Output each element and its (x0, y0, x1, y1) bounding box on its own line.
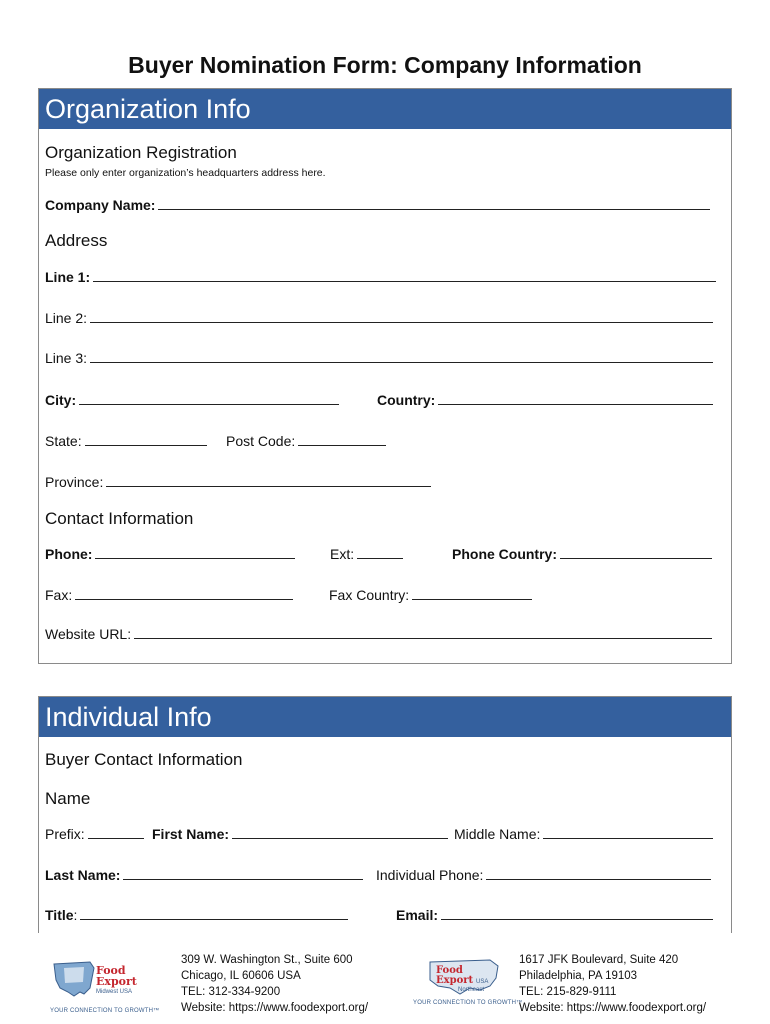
first-name-field[interactable] (232, 827, 448, 839)
organization-registration-title: Organization Registration (45, 143, 237, 162)
address-title: Address (45, 231, 108, 250)
line2-field[interactable] (90, 311, 713, 323)
midwest-address-block (181, 952, 368, 1016)
website-row (45, 626, 712, 642)
individual-phone-row (376, 867, 711, 883)
form-title: Buyer Nomination Form: Company Information (128, 52, 642, 78)
contact-information-title: Contact Information (45, 509, 194, 528)
country-row (377, 392, 713, 408)
postcode-label: Post Code: (226, 433, 296, 449)
individual-info-header: Individual Info (39, 697, 731, 737)
midwest-tagline: YOUR CONNECTION TO GROWTH™ (50, 1008, 160, 1014)
fax-country-label: Fax Country: (329, 587, 410, 603)
midwest-address-line1: 309 W. Washington St., Suite 600 (181, 954, 353, 966)
food-export-northeast-logo (410, 956, 522, 1006)
food-export-midwest-logo (50, 958, 160, 1014)
email-label: Email: (396, 907, 439, 923)
fax-label: Fax: (45, 587, 73, 603)
job-title-label: Title (45, 907, 74, 923)
state-row (45, 433, 207, 449)
line2-row (45, 310, 713, 326)
company-name-label: Company Name: (45, 197, 156, 213)
country-label: Country: (377, 392, 436, 408)
line1-label: Line 1: (45, 269, 91, 285)
logo-usa: USA (476, 979, 489, 985)
line3-row (45, 350, 713, 366)
northeast-address-line1: 1617 JFK Boulevard, Suite 420 (519, 954, 679, 966)
fax-row (45, 587, 293, 603)
last-name-field[interactable] (123, 868, 363, 880)
province-label: Province: (45, 474, 104, 490)
first-name-row (152, 826, 448, 842)
fax-country-row (329, 587, 532, 603)
line3-label: Line 3: (45, 350, 88, 366)
us-map-icon (410, 956, 510, 1000)
logo-word-food: Food (436, 965, 463, 976)
logo-word-export: Export (96, 975, 137, 988)
company-name-row (45, 197, 710, 213)
buyer-contact-title: Buyer Contact Information (45, 750, 243, 769)
line1-row (45, 269, 716, 285)
ext-row (330, 546, 403, 562)
city-label: City: (45, 392, 77, 408)
ext-label: Ext: (330, 546, 355, 562)
midwest-address-line2: Chicago, IL 60606 USA (181, 970, 301, 982)
state-label: State: (45, 433, 82, 449)
prefix-field[interactable] (88, 827, 144, 839)
website-url-field[interactable] (134, 627, 712, 639)
phone-label: Phone: (45, 546, 93, 562)
us-map-icon (50, 958, 160, 1008)
organization-info-header: Organization Info (39, 89, 731, 129)
last-name-label: Last Name: (45, 867, 121, 883)
northeast-tel: TEL: 215-829-9111 (519, 986, 617, 998)
individual-phone-label: Individual Phone: (376, 867, 484, 883)
name-title: Name (45, 789, 91, 808)
phone-country-row (452, 546, 712, 562)
city-field[interactable] (79, 393, 339, 405)
phone-row (45, 546, 295, 562)
last-name-row (45, 867, 363, 883)
northeast-address-line2: Philadelphia, PA 19103 (519, 970, 638, 982)
title-row: Title: (45, 907, 348, 923)
ext-field[interactable] (357, 547, 403, 559)
company-name-field[interactable] (158, 198, 710, 210)
prefix-label: Prefix: (45, 826, 85, 842)
northeast-tagline: YOUR CONNECTION TO GROWTH™ (413, 1000, 523, 1006)
email-row (396, 907, 713, 923)
website-url-label: Website URL: (45, 626, 132, 642)
postcode-row (226, 433, 386, 449)
fax-country-field[interactable] (412, 588, 532, 600)
individual-phone-field[interactable] (486, 868, 711, 880)
phone-country-label: Phone Country: (452, 546, 557, 562)
postcode-field[interactable] (298, 434, 386, 446)
phone-country-field[interactable] (560, 547, 712, 559)
northeast-address-block (519, 952, 706, 1016)
logo-region: Northeast (458, 987, 485, 993)
middle-name-label: Middle Name: (454, 826, 541, 842)
city-row (45, 392, 339, 408)
first-name-label: First Name: (152, 826, 230, 842)
registration-note: Please only enter organization’s headquarters address here. (45, 167, 326, 179)
midwest-website[interactable]: Website: https://www.foodexport.org/ (181, 1002, 369, 1014)
line3-field[interactable] (90, 351, 713, 363)
province-row (45, 474, 431, 490)
individual-info-section (38, 696, 732, 933)
northeast-website[interactable]: Website: https://www.foodexport.org/ (519, 1002, 707, 1014)
logo-region: Midwest USA (96, 989, 133, 995)
middle-name-row (454, 826, 713, 842)
midwest-tel: TEL: 312-334-9200 (181, 986, 281, 998)
logo-word-food: Food (96, 964, 126, 977)
country-field[interactable] (438, 393, 713, 405)
middle-name-field[interactable] (543, 827, 713, 839)
state-field[interactable] (85, 434, 207, 446)
province-field[interactable] (106, 475, 431, 487)
phone-field[interactable] (95, 547, 295, 559)
line1-field[interactable] (93, 270, 716, 282)
prefix-row (45, 826, 144, 842)
email-field[interactable] (441, 908, 713, 920)
job-title-field[interactable] (80, 908, 348, 920)
line2-label: Line 2: (45, 310, 88, 326)
fax-field[interactable] (75, 588, 293, 600)
logo-word-export: Export (436, 975, 474, 986)
